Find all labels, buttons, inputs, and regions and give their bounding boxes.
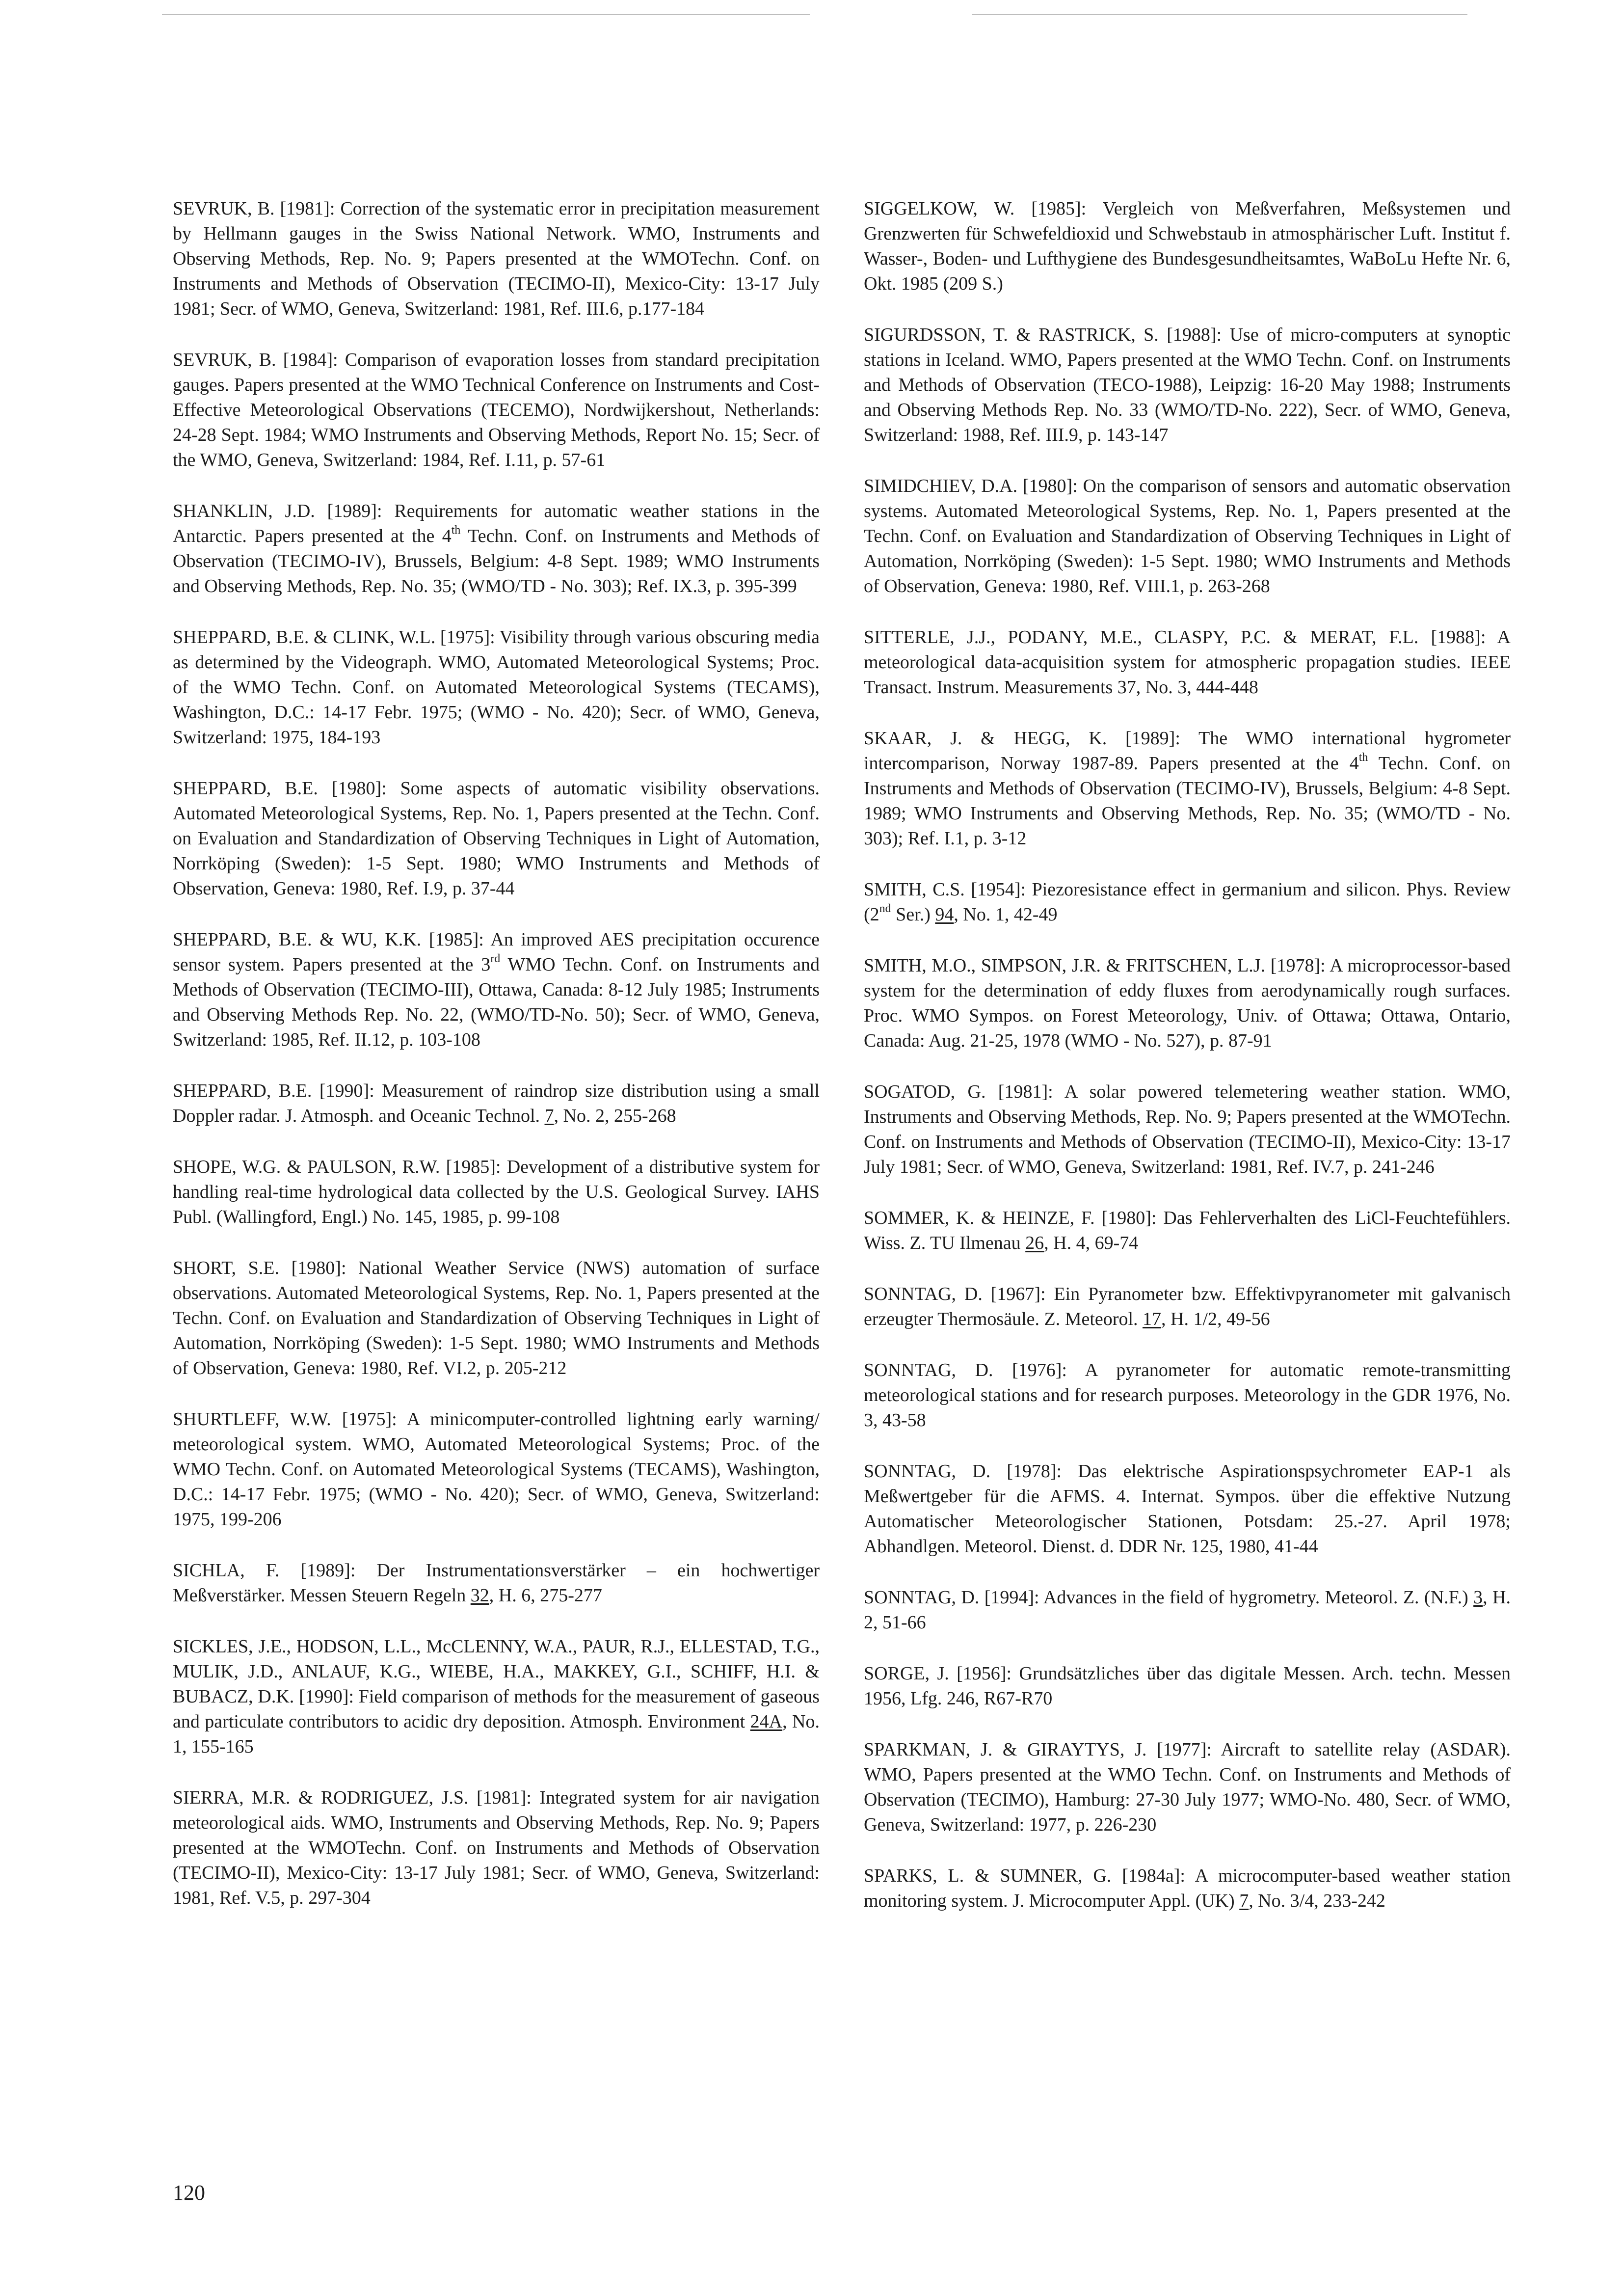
reference-text: Techn. Conf. on Instruments and Methods of Observation (TECIMO-IV), Brussels, Belgium: 4-8 Sept. 1989; WMO Instruments and Observing Methods, Rep. No. 35; (WMO/TD - No. 303); Ref. I.1, p. 3-12 bbox=[864, 753, 1511, 849]
left-reference-column bbox=[173, 196, 820, 1937]
reference-entry bbox=[173, 1079, 820, 1129]
top-scan-rule-left bbox=[162, 14, 810, 15]
reference-text: SHEPPARD, B.E. [1990]: Measurement of raindrop size distribution using a small Doppler radar. J. Atmosph. and Oceanic Technol. bbox=[173, 1080, 820, 1126]
reference-entry: SHEPPARD, B.E. [1980]: Some aspects of automatic visibility observations. Automated Meteorological Systems, Rep. No. 1, Papers presented at the Techn. Conf. on Evaluation and Standardization of Observing Techniques in Light of Automation, Norrköping (Sweden): 1-5 Sept. 1980; WMO Instruments and Methods of Observation, Geneva: 1980, Ref. I.9, p. 37-44 bbox=[173, 778, 820, 899]
reference-entry: SIGURDSSON, T. & RASTRICK, S. [1988]: Use of micro-computers at synoptic stations in Iceland. WMO, Papers presented at the WMO Techn. Conf. on Instruments and Methods of Observation (TECO-1988), Leipzig: 16-20 May 1988; Instruments and Observing Methods Rep. No. 33 (WMO/TD-No. 222), Secr. of WMO, Geneva, Switzerland: 1988, Ref. III.9, p. 143-147 bbox=[864, 324, 1511, 445]
reference-entry: SHOPE, W.G. & PAULSON, R.W. [1985]: Development of a distributive system for handling real-time hydrological data collected by the U.S. Geological Survey. IAHS Publ. (Wallingford, Engl.) No. 145, 1985, p. 99-108 bbox=[173, 1157, 820, 1227]
reference-text: , H. 1/2, 49-56 bbox=[1161, 1309, 1270, 1329]
reference-entry: SITTERLE, J.J., PODANY, M.E., CLASPY, P.C. & MERAT, F.L. [1988]: A meteorological data-acquisition system for atmospheric propagation studies. IEEE Transact. Instrum. Measurements 37, No. 3, 444-448 bbox=[864, 627, 1511, 698]
reference-text: SONNTAG, D. [1994]: Advances in the field of hygrometry. Meteorol. Z. (N.F.) bbox=[864, 1587, 1474, 1608]
ordinal-superscript: rd bbox=[490, 952, 501, 965]
reference-entry: SONNTAG, D. [1976]: A pyranometer for automatic remote-transmitting meteorological stations and for research purposes. Meteorology in the GDR 1976, No. 3, 43-58 bbox=[864, 1360, 1511, 1431]
reference-text: SICKLES, J.E., HODSON, L.L., McCLENNY, W.A., PAUR, R.J., ELLESTAD, T.G., MULIK, J.D., ANLAUF, K.G., WIEBE, H.A., MAKKEY, G.I., SCHIFF, H.I. & BUBACZ, D.K. [1990]: Field comparison of methods for the measurement of gaseous and particulate contributors to acidic dry deposition. Atmosph. Environment bbox=[173, 1636, 820, 1732]
reference-entry: SONNTAG, D. [1978]: Das elektrische Aspirationspsychrometer EAP-1 als Meßwertgeber für die AFMS. 4. Internat. Sympos. über die effektive Nutzung Automatischer Meteorologischer Stationen, Potsdam: 25.-27. April 1978; Abhandlgen. Meteorol. Dienst. d. DDR Nr. 125, 1980, 41-44 bbox=[864, 1461, 1511, 1557]
right-reference-column bbox=[864, 196, 1511, 1940]
reference-text: Techn. Conf. on Instruments and Methods of Observation (TECIMO-IV), Brussels, Belgium: 4-8 Sept. 1989; WMO Instruments and Observing Methods, Rep. No. 35; (WMO/TD - No. 303); Ref. IX.3, p. 395-399 bbox=[173, 526, 820, 596]
volume-number: 17 bbox=[1143, 1309, 1162, 1329]
reference-text: SHANKLIN, J.D. [1989]: Requirements for automatic weather stations in the Antarctic. Papers presented at the 4 bbox=[173, 501, 820, 546]
reference-text: SONNTAG, D. [1967]: Ein Pyranometer bzw. Effektivpyranometer mit galvanisch erzeugter Thermosäule. Z. Meteorol. bbox=[864, 1284, 1511, 1329]
reference-entry bbox=[173, 1558, 820, 1608]
volume-number: 3 bbox=[1473, 1587, 1483, 1608]
reference-text: , H. 6, 275-277 bbox=[489, 1585, 602, 1606]
reference-entry: SIMIDCHIEV, D.A. [1980]: On the comparison of sensors and automatic observation systems. Automated Meteorological Systems, Rep. No. 1, Papers presented at the Techn. Conf. on Evaluation and Standardization of Observing Techniques in Light of Automation, Norrköping (Sweden): 1-5 Sept. 1980; WMO Instruments and Methods of Observation, Geneva: 1980, Ref. VIII.1, p. 263-268 bbox=[864, 476, 1511, 596]
reference-entry: SMITH, M.O., SIMPSON, J.R. & FRITSCHEN, L.J. [1978]: A microprocessor-based system for the determination of eddy fluxes from aerodynamically rough surfaces. Proc. WMO Sympos. on Forest Meteorology, Univ. of Ottawa; Ottawa, Ontario, Canada: Aug. 21-25, 1978 (WMO - No. 527), p. 87-91 bbox=[864, 955, 1511, 1051]
volume-number: 7 bbox=[1239, 1891, 1249, 1911]
reference-text: SHEPPARD, B.E. & WU, K.K. [1985]: An improved AES precipitation occurence sensor system. Papers presented at the 3 bbox=[173, 929, 820, 975]
reference-entry: SPARKMAN, J. & GIRAYTYS, J. [1977]: Aircraft to satellite relay (ASDAR). WMO, Papers presented at the WMO Techn. Conf. on Instruments and Methods of Observation (TECIMO), Hamburg: 27-30 July 1977; WMO-No. 480, Secr. of WMO, Geneva, Switzerland: 1977, p. 226-230 bbox=[864, 1739, 1511, 1835]
reference-entry bbox=[864, 877, 1511, 927]
reference-entry: SORGE, J. [1956]: Grundsätzliches über das digitale Messen. Arch. techn. Messen 1956, Lfg. 246, R67-R70 bbox=[864, 1663, 1511, 1709]
reference-entry bbox=[173, 1634, 820, 1759]
ordinal-superscript: nd bbox=[879, 902, 891, 915]
reference-entry: SEVRUK, B. [1981]: Correction of the systematic error in precipitation measurement by Hellmann gauges in the Swiss National Network. WMO, Instruments and Observing Methods, Rep. No. 9; Papers presented at the WMOTechn. Conf. on Instruments and Methods of Observation (TECIMO-II), Mexico-City: 13-17 July 1981; Secr. of WMO, Geneva, Switzerland: 1981, Ref. III.6, p.177-184 bbox=[173, 198, 820, 319]
reference-text: SPARKS, L. & SUMNER, G. [1984a]: A microcomputer-based weather station monitoring system. J. Microcomputer Appl. (UK) bbox=[864, 1865, 1511, 1911]
reference-text: Ser.) bbox=[891, 904, 935, 925]
reference-entry: SHURTLEFF, W.W. [1975]: A minicomputer-controlled lightning early warning/ meteorological system. WMO, Automated Meteorological Systems; Proc. of the WMO Techn. Conf. on Automated Meteorological Systems (TECAMS), Washington, D.C.: 14-17 Febr. 1975; (WMO - No. 420); Secr. of WMO, Geneva, Switzerland: 1975, 199-206 bbox=[173, 1409, 820, 1530]
reference-text: SKAAR, J. & HEGG, K. [1989]: The WMO international hygrometer intercomparison, Norway 1987-89. Papers presented at the 4 bbox=[864, 728, 1511, 774]
volume-number: 7 bbox=[544, 1106, 554, 1126]
reference-entry bbox=[173, 927, 820, 1053]
reference-entry: SIGGELKOW, W. [1985]: Vergleich von Meßverfahren, Meßsystemen und Grenzwerten für Schwefeldioxid und Schwebstaub in atmosphärischer Luft. Institut f. Wasser-, Boden- und Lufthygiene des Bundesgesundheitsamtes, WaBoLu Hefte Nr. 6, Okt. 1985 (209 S.) bbox=[864, 198, 1511, 294]
reference-text: , No. 1, 42-49 bbox=[954, 904, 1058, 925]
reference-entry bbox=[864, 726, 1511, 851]
volume-number: 24A bbox=[750, 1711, 783, 1732]
reference-text: , H. 2, 51-66 bbox=[864, 1587, 1511, 1633]
volume-number: 26 bbox=[1025, 1233, 1044, 1253]
top-scan-rule-right bbox=[972, 14, 1467, 15]
reference-entry bbox=[864, 1864, 1511, 1914]
reference-entry: SEVRUK, B. [1984]: Comparison of evaporation losses from standard precipitation gauges. Papers presented at the WMO Technical Conference on Instruments and Cost-Effective Meteorological Observations (TECEMO), Nordwijkershout, Netherlands: 24-28 Sept. 1984; WMO Instruments and Observing Methods, Report No. 15; Secr. of the WMO, Geneva, Switzerland: 1984, Ref. I.11, p. 57-61 bbox=[173, 350, 820, 470]
reference-entry bbox=[173, 499, 820, 599]
reference-entry: SIERRA, M.R. & RODRIGUEZ, J.S. [1981]: Integrated system for air navigation meteorological aids. WMO, Instruments and Observing Methods, Rep. No. 9; Papers presented at the WMOTechn. Conf. on Instruments and Methods of Observation (TECIMO-II), Mexico-City: 13-17 July 1981; Secr. of WMO, Geneva, Switzerland: 1981, Ref. V.5, p. 297-304 bbox=[173, 1787, 820, 1908]
reference-text: SMITH, C.S. [1954]: Piezoresistance effect in germanium and silicon. Phys. Review (2 bbox=[864, 879, 1511, 925]
reference-text: , No. 2, 255-268 bbox=[554, 1106, 676, 1126]
reference-entry bbox=[864, 1585, 1511, 1635]
reference-text: SOMMER, K. & HEINZE, F. [1980]: Das Fehlerverhalten des LiCl-Feuchtefühlers. Wiss. Z. TU Ilmenau bbox=[864, 1208, 1511, 1253]
reference-text: SICHLA, F. [1989]: Der Instrumentationsverstärker – ein hochwertiger Meßverstärker. Messen Steuern Regeln bbox=[173, 1560, 820, 1606]
ordinal-superscript: th bbox=[451, 524, 461, 537]
volume-number: 94 bbox=[935, 904, 954, 925]
reference-text: , No. 1, 155-165 bbox=[173, 1711, 820, 1757]
reference-text: , No. 3/4, 233-242 bbox=[1249, 1891, 1385, 1911]
volume-number: 32 bbox=[470, 1585, 489, 1606]
reference-entry: SOGATOD, G. [1981]: A solar powered telemetering weather station. WMO, Instruments and Observing Methods, Rep. No. 9; Papers presented at the WMOTechn. Conf. on Instruments and Methods of Observation (TECIMO-II), Mexico-City: 13-17 July 1981; Secr. of WMO, Geneva, Switzerland: 1981, Ref. IV.7, p. 241-246 bbox=[864, 1081, 1511, 1177]
reference-text: WMO Techn. Conf. on Instruments and Methods of Observation (TECIMO-III), Ottawa, Canada: 8-12 July 1985; Instruments and Observing Methods Rep. No. 22, (WMO/TD-No. 50); Secr. of WMO, Geneva, Switzerland: 1985, Ref. II.12, p. 103-108 bbox=[173, 954, 820, 1050]
reference-entry bbox=[864, 1282, 1511, 1332]
reference-text: , H. 4, 69-74 bbox=[1044, 1233, 1139, 1253]
page-number: 120 bbox=[173, 2181, 205, 2205]
ordinal-superscript: th bbox=[1358, 751, 1368, 764]
reference-entry: SHORT, S.E. [1980]: National Weather Service (NWS) automation of surface observations. Automated Meteorological Systems, Rep. No. 1, Papers presented at the Techn. Conf. on Evaluation and Standardization of Observing Techniques in Light of Automation, Norrköping (Sweden): 1-5 Sept. 1980; WMO Instruments and Methods of Observation, Geneva: 1980, Ref. VI.2, p. 205-212 bbox=[173, 1258, 820, 1378]
reference-entry: SHEPPARD, B.E. & CLINK, W.L. [1975]: Visibility through various obscuring media as determined by the Videograph. WMO, Automated Meteorological Systems; Proc. of the WMO Techn. Conf. on Automated Meteorological Systems (TECAMS), Washington, D.C.: 14-17 Febr. 1975; (WMO - No. 420); Secr. of WMO, Geneva, Switzerland: 1975, 184-193 bbox=[173, 627, 820, 748]
reference-entry bbox=[864, 1206, 1511, 1256]
